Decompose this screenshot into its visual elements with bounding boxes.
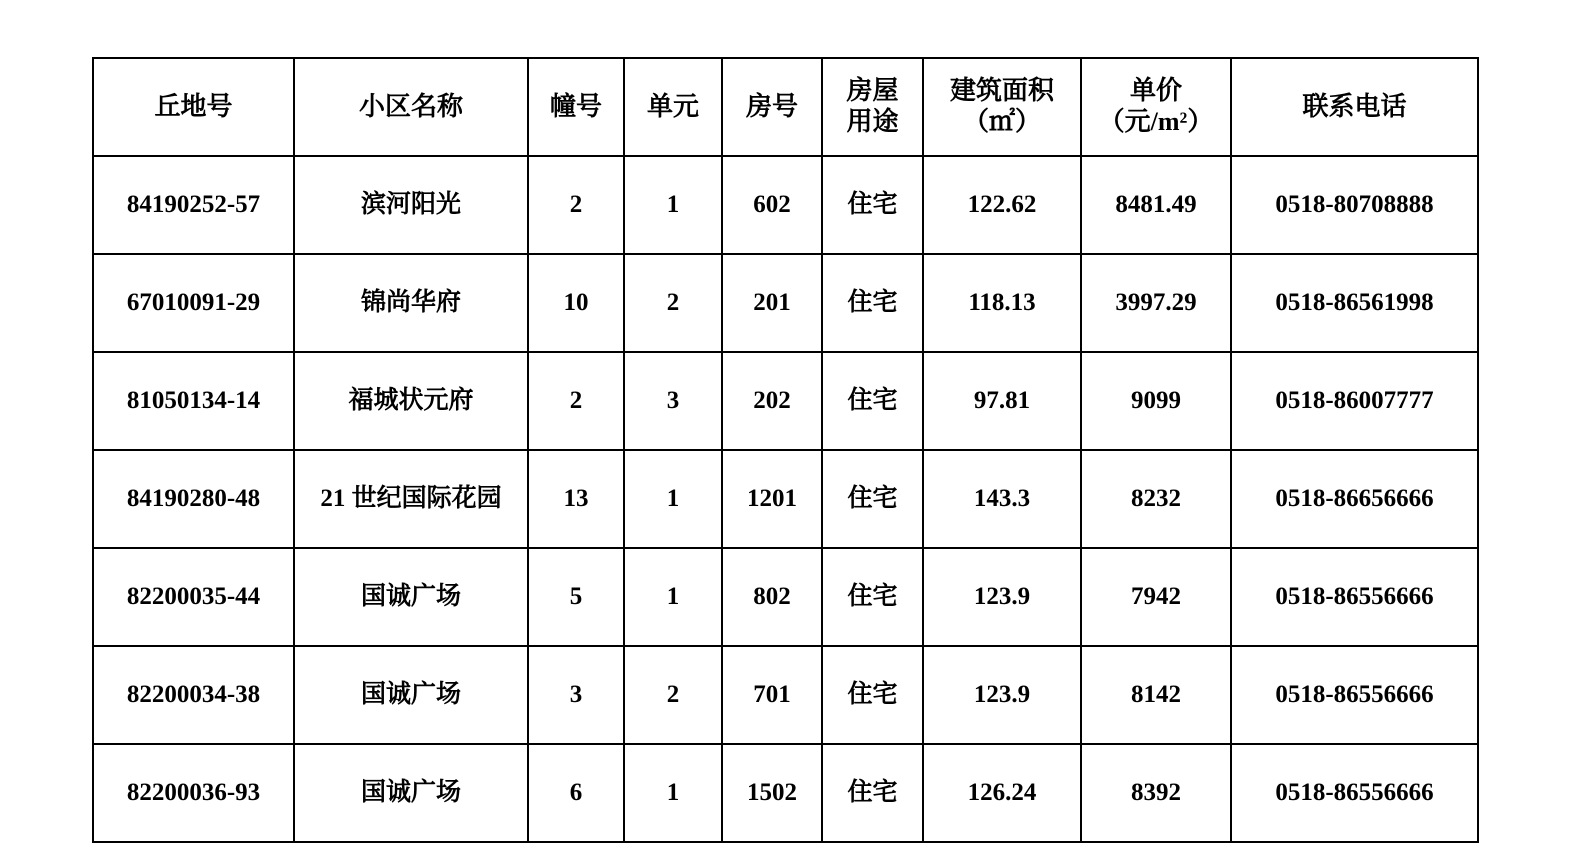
cell-contact-phone: 0518-80708888 bbox=[1231, 156, 1478, 254]
column-header-parcel-no-line1: 丘地号 bbox=[154, 91, 233, 121]
cell-unit-no: 1 bbox=[624, 744, 722, 842]
cell-parcel-no: 82200035-44 bbox=[93, 548, 294, 646]
cell-house-usage: 住宅 bbox=[822, 254, 923, 352]
cell-house-usage: 住宅 bbox=[822, 450, 923, 548]
cell-community-name: 国诚广场 bbox=[294, 646, 528, 744]
cell-house-usage: 住宅 bbox=[822, 744, 923, 842]
cell-building-no: 13 bbox=[528, 450, 624, 548]
table-row bbox=[93, 744, 1478, 842]
column-header-unit-no bbox=[624, 58, 722, 156]
cell-unit-price: 8232 bbox=[1081, 450, 1231, 548]
cell-house-usage: 住宅 bbox=[822, 646, 923, 744]
cell-house-usage: 住宅 bbox=[822, 548, 923, 646]
cell-contact-phone: 0518-86007777 bbox=[1231, 352, 1478, 450]
table-row bbox=[93, 646, 1478, 744]
cell-parcel-no: 84190280-48 bbox=[93, 450, 294, 548]
cell-unit-price: 7942 bbox=[1081, 548, 1231, 646]
column-header-house-usage-line1: 房屋 bbox=[846, 76, 899, 106]
cell-building-area: 126.24 bbox=[923, 744, 1081, 842]
column-header-unit-price bbox=[1081, 58, 1231, 156]
cell-building-area: 143.3 bbox=[923, 450, 1081, 548]
housing-listing-table bbox=[92, 57, 1479, 843]
column-header-contact-phone bbox=[1231, 58, 1478, 156]
cell-contact-phone: 0518-86556666 bbox=[1231, 646, 1478, 744]
cell-community-name: 锦尚华府 bbox=[294, 254, 528, 352]
cell-unit-no: 2 bbox=[624, 646, 722, 744]
cell-unit-price: 9099 bbox=[1081, 352, 1231, 450]
cell-house-usage: 住宅 bbox=[822, 156, 923, 254]
cell-building-no: 2 bbox=[528, 352, 624, 450]
table-header bbox=[93, 58, 1478, 156]
table-row bbox=[93, 254, 1478, 352]
column-header-building-no-line1: 幢号 bbox=[549, 91, 602, 121]
cell-building-area: 123.9 bbox=[923, 646, 1081, 744]
column-header-room-no bbox=[722, 58, 822, 156]
cell-unit-no: 1 bbox=[624, 548, 722, 646]
cell-room-no: 202 bbox=[722, 352, 822, 450]
column-header-unit-no-line1: 单元 bbox=[646, 91, 699, 121]
column-header-contact-phone-line1: 联系电话 bbox=[1302, 91, 1407, 121]
column-header-house-usage-line2: 用途 bbox=[846, 107, 899, 136]
cell-community-name: 国诚广场 bbox=[294, 744, 528, 842]
column-header-unit-price-line1: 单价 bbox=[1129, 76, 1182, 106]
cell-contact-phone: 0518-86561998 bbox=[1231, 254, 1478, 352]
cell-building-no: 3 bbox=[528, 646, 624, 744]
cell-building-area: 97.81 bbox=[923, 352, 1081, 450]
cell-community-name: 21 世纪国际花园 bbox=[294, 450, 528, 548]
table-row bbox=[93, 548, 1478, 646]
column-header-community-name bbox=[294, 58, 528, 156]
cell-unit-price: 8392 bbox=[1081, 744, 1231, 842]
table-row bbox=[93, 450, 1478, 548]
cell-building-no: 10 bbox=[528, 254, 624, 352]
cell-room-no: 1201 bbox=[722, 450, 822, 548]
cell-parcel-no: 82200034-38 bbox=[93, 646, 294, 744]
column-header-room-no-line1: 房号 bbox=[745, 91, 798, 121]
column-header-community-name-line1: 小区名称 bbox=[358, 91, 463, 121]
cell-community-name: 滨河阳光 bbox=[294, 156, 528, 254]
cell-unit-price: 8481.49 bbox=[1081, 156, 1231, 254]
cell-building-area: 118.13 bbox=[923, 254, 1081, 352]
cell-room-no: 802 bbox=[722, 548, 822, 646]
column-header-building-area-line2: （㎡） bbox=[962, 107, 1041, 136]
table-header-row bbox=[93, 58, 1478, 156]
cell-parcel-no: 82200036-93 bbox=[93, 744, 294, 842]
cell-parcel-no: 84190252-57 bbox=[93, 156, 294, 254]
cell-unit-no: 1 bbox=[624, 450, 722, 548]
column-header-building-area bbox=[923, 58, 1081, 156]
cell-unit-no: 2 bbox=[624, 254, 722, 352]
cell-building-area: 122.62 bbox=[923, 156, 1081, 254]
cell-contact-phone: 0518-86556666 bbox=[1231, 548, 1478, 646]
table-body bbox=[93, 156, 1478, 842]
cell-building-area: 123.9 bbox=[923, 548, 1081, 646]
cell-building-no: 2 bbox=[528, 156, 624, 254]
cell-community-name: 国诚广场 bbox=[294, 548, 528, 646]
cell-room-no: 701 bbox=[722, 646, 822, 744]
cell-room-no: 1502 bbox=[722, 744, 822, 842]
housing-table-container bbox=[92, 57, 1477, 843]
column-header-unit-price-line2: （元/m²） bbox=[1098, 107, 1214, 136]
cell-house-usage: 住宅 bbox=[822, 352, 923, 450]
cell-room-no: 201 bbox=[722, 254, 822, 352]
column-header-parcel-no bbox=[93, 58, 294, 156]
cell-building-no: 5 bbox=[528, 548, 624, 646]
cell-unit-no: 1 bbox=[624, 156, 722, 254]
column-header-building-no bbox=[528, 58, 624, 156]
cell-unit-price: 8142 bbox=[1081, 646, 1231, 744]
cell-parcel-no: 81050134-14 bbox=[93, 352, 294, 450]
cell-unit-no: 3 bbox=[624, 352, 722, 450]
cell-community-name: 福城状元府 bbox=[294, 352, 528, 450]
table-row bbox=[93, 352, 1478, 450]
cell-room-no: 602 bbox=[722, 156, 822, 254]
column-header-building-area-line1: 建筑面积 bbox=[949, 76, 1054, 106]
cell-contact-phone: 0518-86556666 bbox=[1231, 744, 1478, 842]
cell-unit-price: 3997.29 bbox=[1081, 254, 1231, 352]
table-row bbox=[93, 156, 1478, 254]
column-header-house-usage bbox=[822, 58, 923, 156]
cell-contact-phone: 0518-86656666 bbox=[1231, 450, 1478, 548]
cell-parcel-no: 67010091-29 bbox=[93, 254, 294, 352]
cell-building-no: 6 bbox=[528, 744, 624, 842]
